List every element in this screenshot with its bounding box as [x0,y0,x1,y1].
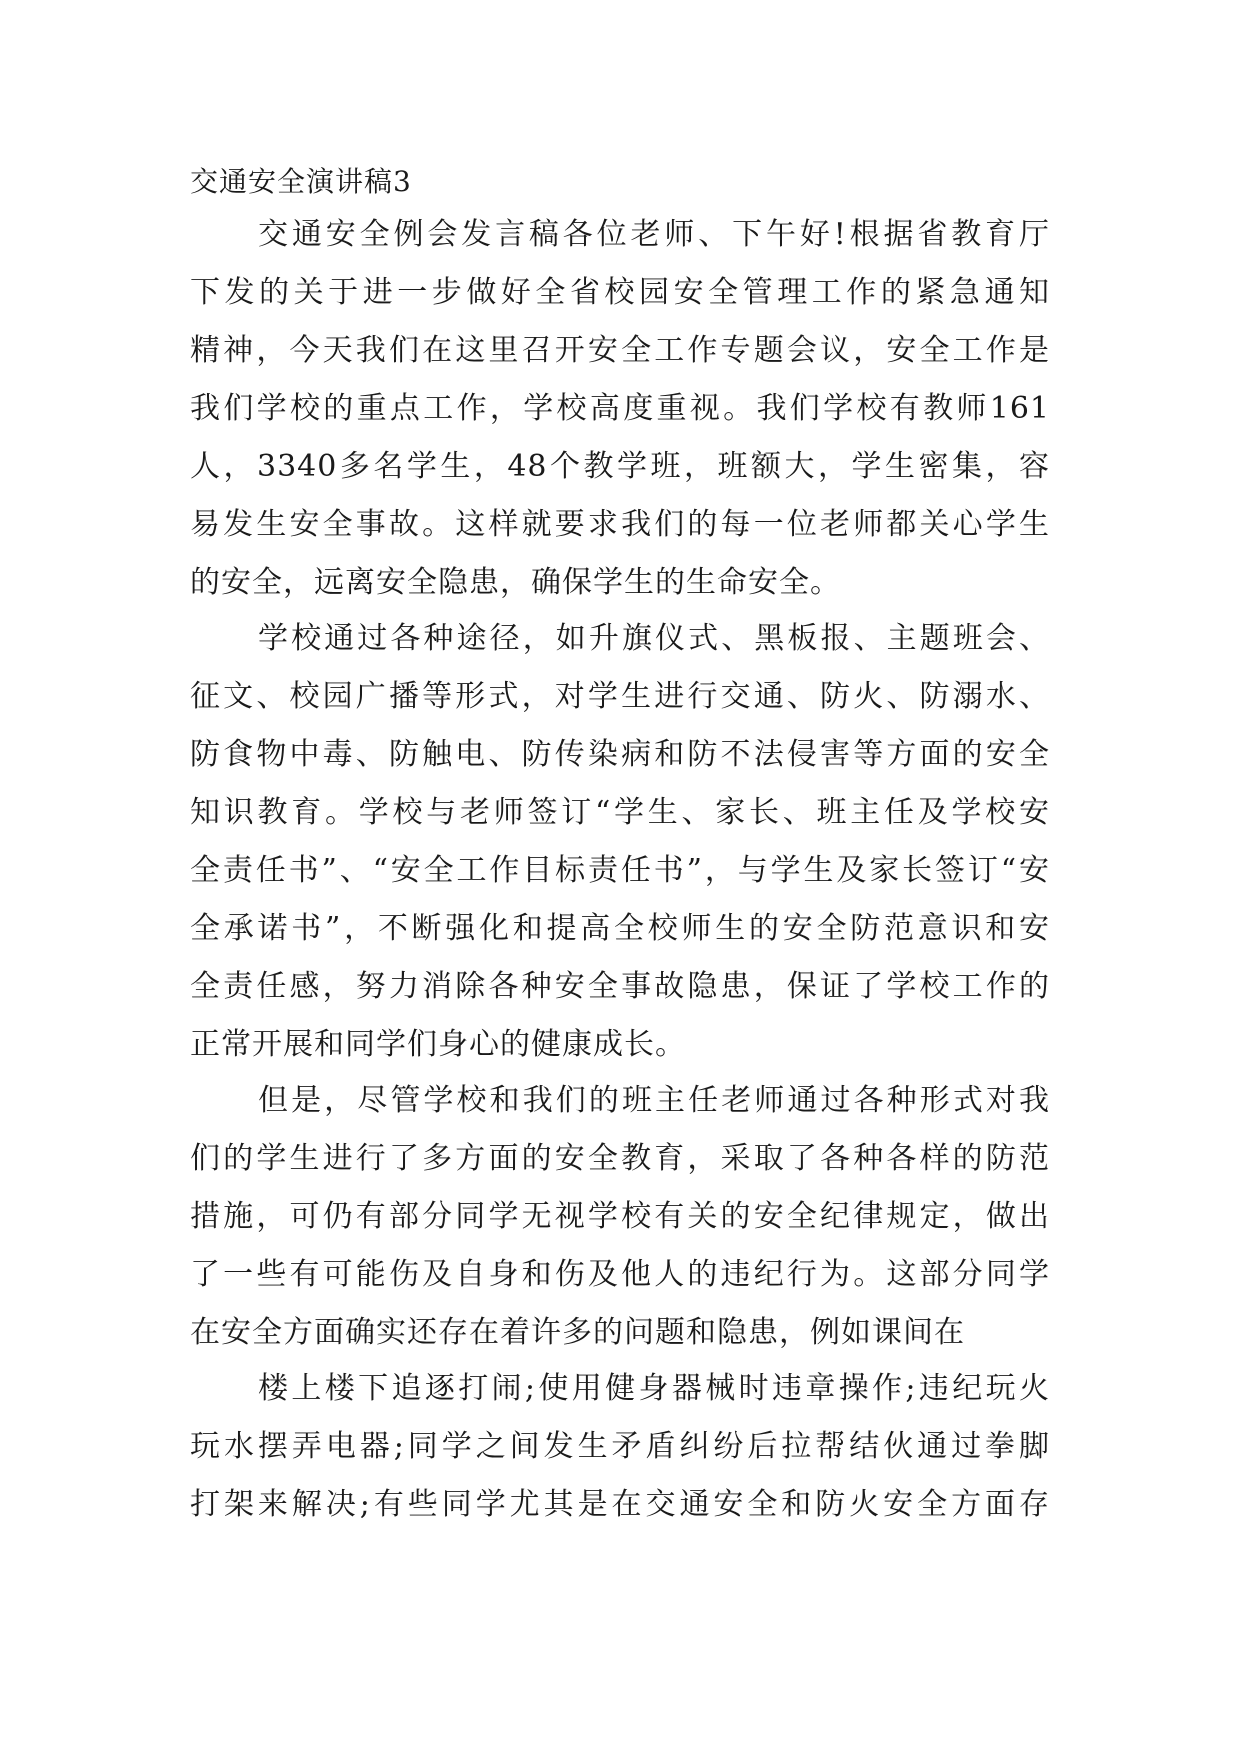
text-line: 人，3340多名学生，48个教学班，班额大，学生密集，容 [190,449,1050,484]
text-line: 全责任感，努力消除各种安全事故隐患，保证了学校工作的 [190,969,1050,1004]
paragraph-4 [190,1360,1050,1534]
text-line: 全承诺书”，不断强化和提高全校师生的安全防范意识和安 [190,911,1050,946]
paragraph-3 [190,1072,1050,1362]
text-line: 易发生安全事故。这样就要求我们的每一位老师都关心学生 [190,507,1050,542]
text-line: 措施，可仍有部分同学无视学校有关的安全纪律规定，做出 [190,1199,1050,1234]
text-line: 正常开展和同学们身心的健康成长。 [190,1027,686,1062]
text-line: 学校通过各种途径，如升旗仪式、黑板报、主题班会、 [258,621,1050,656]
text-line: 交通安全例会发言稿各位老师、下午好!根据省教育厅 [258,217,1050,252]
text-line: 但是，尽管学校和我们的班主任老师通过各种形式对我 [258,1083,1050,1118]
text-line: 在安全方面确实还存在着许多的问题和隐患，例如课间在 [190,1315,965,1350]
text-line: 了一些有可能伤及自身和伤及他人的违纪行为。这部分同学 [190,1257,1050,1292]
paragraph-1 [190,206,1050,612]
text-line: 精神，今天我们在这里召开安全工作专题会议，安全工作是 [190,333,1050,368]
text-line: 玩水摆弄电器;同学之间发生矛盾纠纷后拉帮结伙通过拳脚 [190,1429,1050,1464]
text-line: 楼上楼下追逐打闹;使用健身器械时违章操作;违纪玩火 [258,1371,1050,1406]
text-line: 下发的关于进一步做好全省校园安全管理工作的紧急通知 [190,275,1050,310]
text-line: 打架来解决;有些同学尤其是在交通安全和防火安全方面存 [190,1487,1050,1522]
text-line: 知识教育。学校与老师签订“学生、家长、班主任及学校安 [190,795,1050,830]
text-line: 们的学生进行了多方面的安全教育，采取了各种各样的防范 [190,1141,1050,1176]
paragraph-2 [190,610,1050,1074]
text-line: 全责任书”、“安全工作目标责任书”，与学生及家长签订“安 [190,853,1050,888]
text-line: 我们学校的重点工作，学校高度重视。我们学校有教师161 [190,391,1050,426]
text-line: 的安全，远离安全隐患，确保学生的生命安全。 [190,565,841,600]
text-line: 征文、校园广播等形式，对学生进行交通、防火、防溺水、 [190,679,1050,714]
text-line: 防食物中毒、防触电、防传染病和防不法侵害等方面的安全 [190,737,1050,772]
document-title: 交通安全演讲稿3 [190,165,412,198]
